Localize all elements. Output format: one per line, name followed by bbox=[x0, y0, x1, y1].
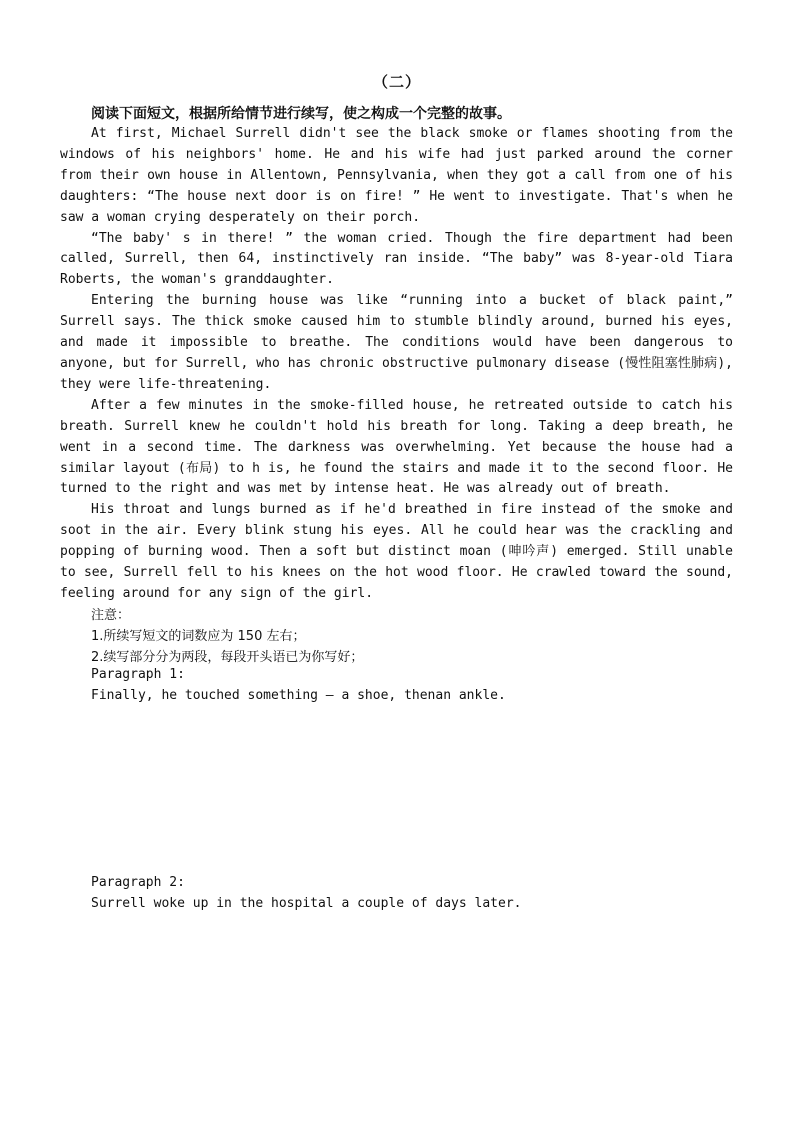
note-item-2: 2.续写部分分为两段，每段开头语已为你写好； bbox=[91, 650, 364, 665]
paragraph-1-label: Paragraph 1: bbox=[91, 667, 185, 682]
note-item-1: 1.所续写短文的词数应为 150 左右； bbox=[91, 629, 306, 644]
paragraph-1-opening: Finally, he touched something — a shoe, thenan ankle. bbox=[91, 688, 506, 703]
reading-passage bbox=[60, 124, 733, 605]
passage-paragraph-3: Entering the burning house was like “running into a bucket of black paint,” Surrell says. The thick smoke caused him to stumble blindly around, burned his eyes, and made it impossible to breathe. The conditions would have been dangerous to anyone, but for Surrell, who has chronic obstructive pulmonary disease (慢性阻塞性肺病), they were life-threatening. bbox=[60, 293, 733, 392]
passage-paragraph-5: His throat and lungs burned as if he'd breathed in fire instead of the smoke and soot in the air. Every blink stung his eyes. All he could hear was the crackling and popping of burning wood. Then a soft but distinct moan (呻吟声) emerged. Still unable to see, Surrell fell to his knees on the hot wood floor. He crawled toward the sound, feeling around for any sign of the girl. bbox=[60, 502, 733, 601]
passage-paragraph-1: At first, Michael Surrell didn't see the black smoke or flames shooting from the windows of his neighbors' home. He and his wife had just parked around the corner from their own house in Allentown, Pennsylvania, when they got a call from one of his daughters: “The house next door is on fire! ” He went to investigate. That's when he saw a woman crying desperately on their porch. bbox=[60, 126, 733, 225]
section-title: （二） bbox=[372, 73, 421, 91]
passage-paragraph-4: After a few minutes in the smoke-filled house, he retreated outside to catch his breath. Surrell knew he couldn't hold his breath for long. Taking a deep breath, he went in a second time. The darkness was overwhelming. Yet because the house had a similar layout (布局) to h is, he found the stairs and made it to the second floor. He turned to the right and was met by intense heat. He was already out of breath. bbox=[60, 397, 733, 497]
paragraph-2-label: Paragraph 2: bbox=[91, 875, 185, 890]
paragraph-2-opening: Surrell woke up in the hospital a couple of days later. bbox=[91, 896, 522, 911]
notes-heading: 注意： bbox=[91, 608, 131, 623]
task-instruction: 阅读下面短文，根据所给情节进行续写，使之构成一个完整的故事。 bbox=[91, 106, 511, 122]
passage-paragraph-2: “The baby' s in there! ” the woman cried. Though the fire department had been called, Surrell, then 64, instinctively ran inside. “The baby” was 8-year-old Tiara Roberts, the woman's granddaughter. bbox=[60, 230, 733, 288]
